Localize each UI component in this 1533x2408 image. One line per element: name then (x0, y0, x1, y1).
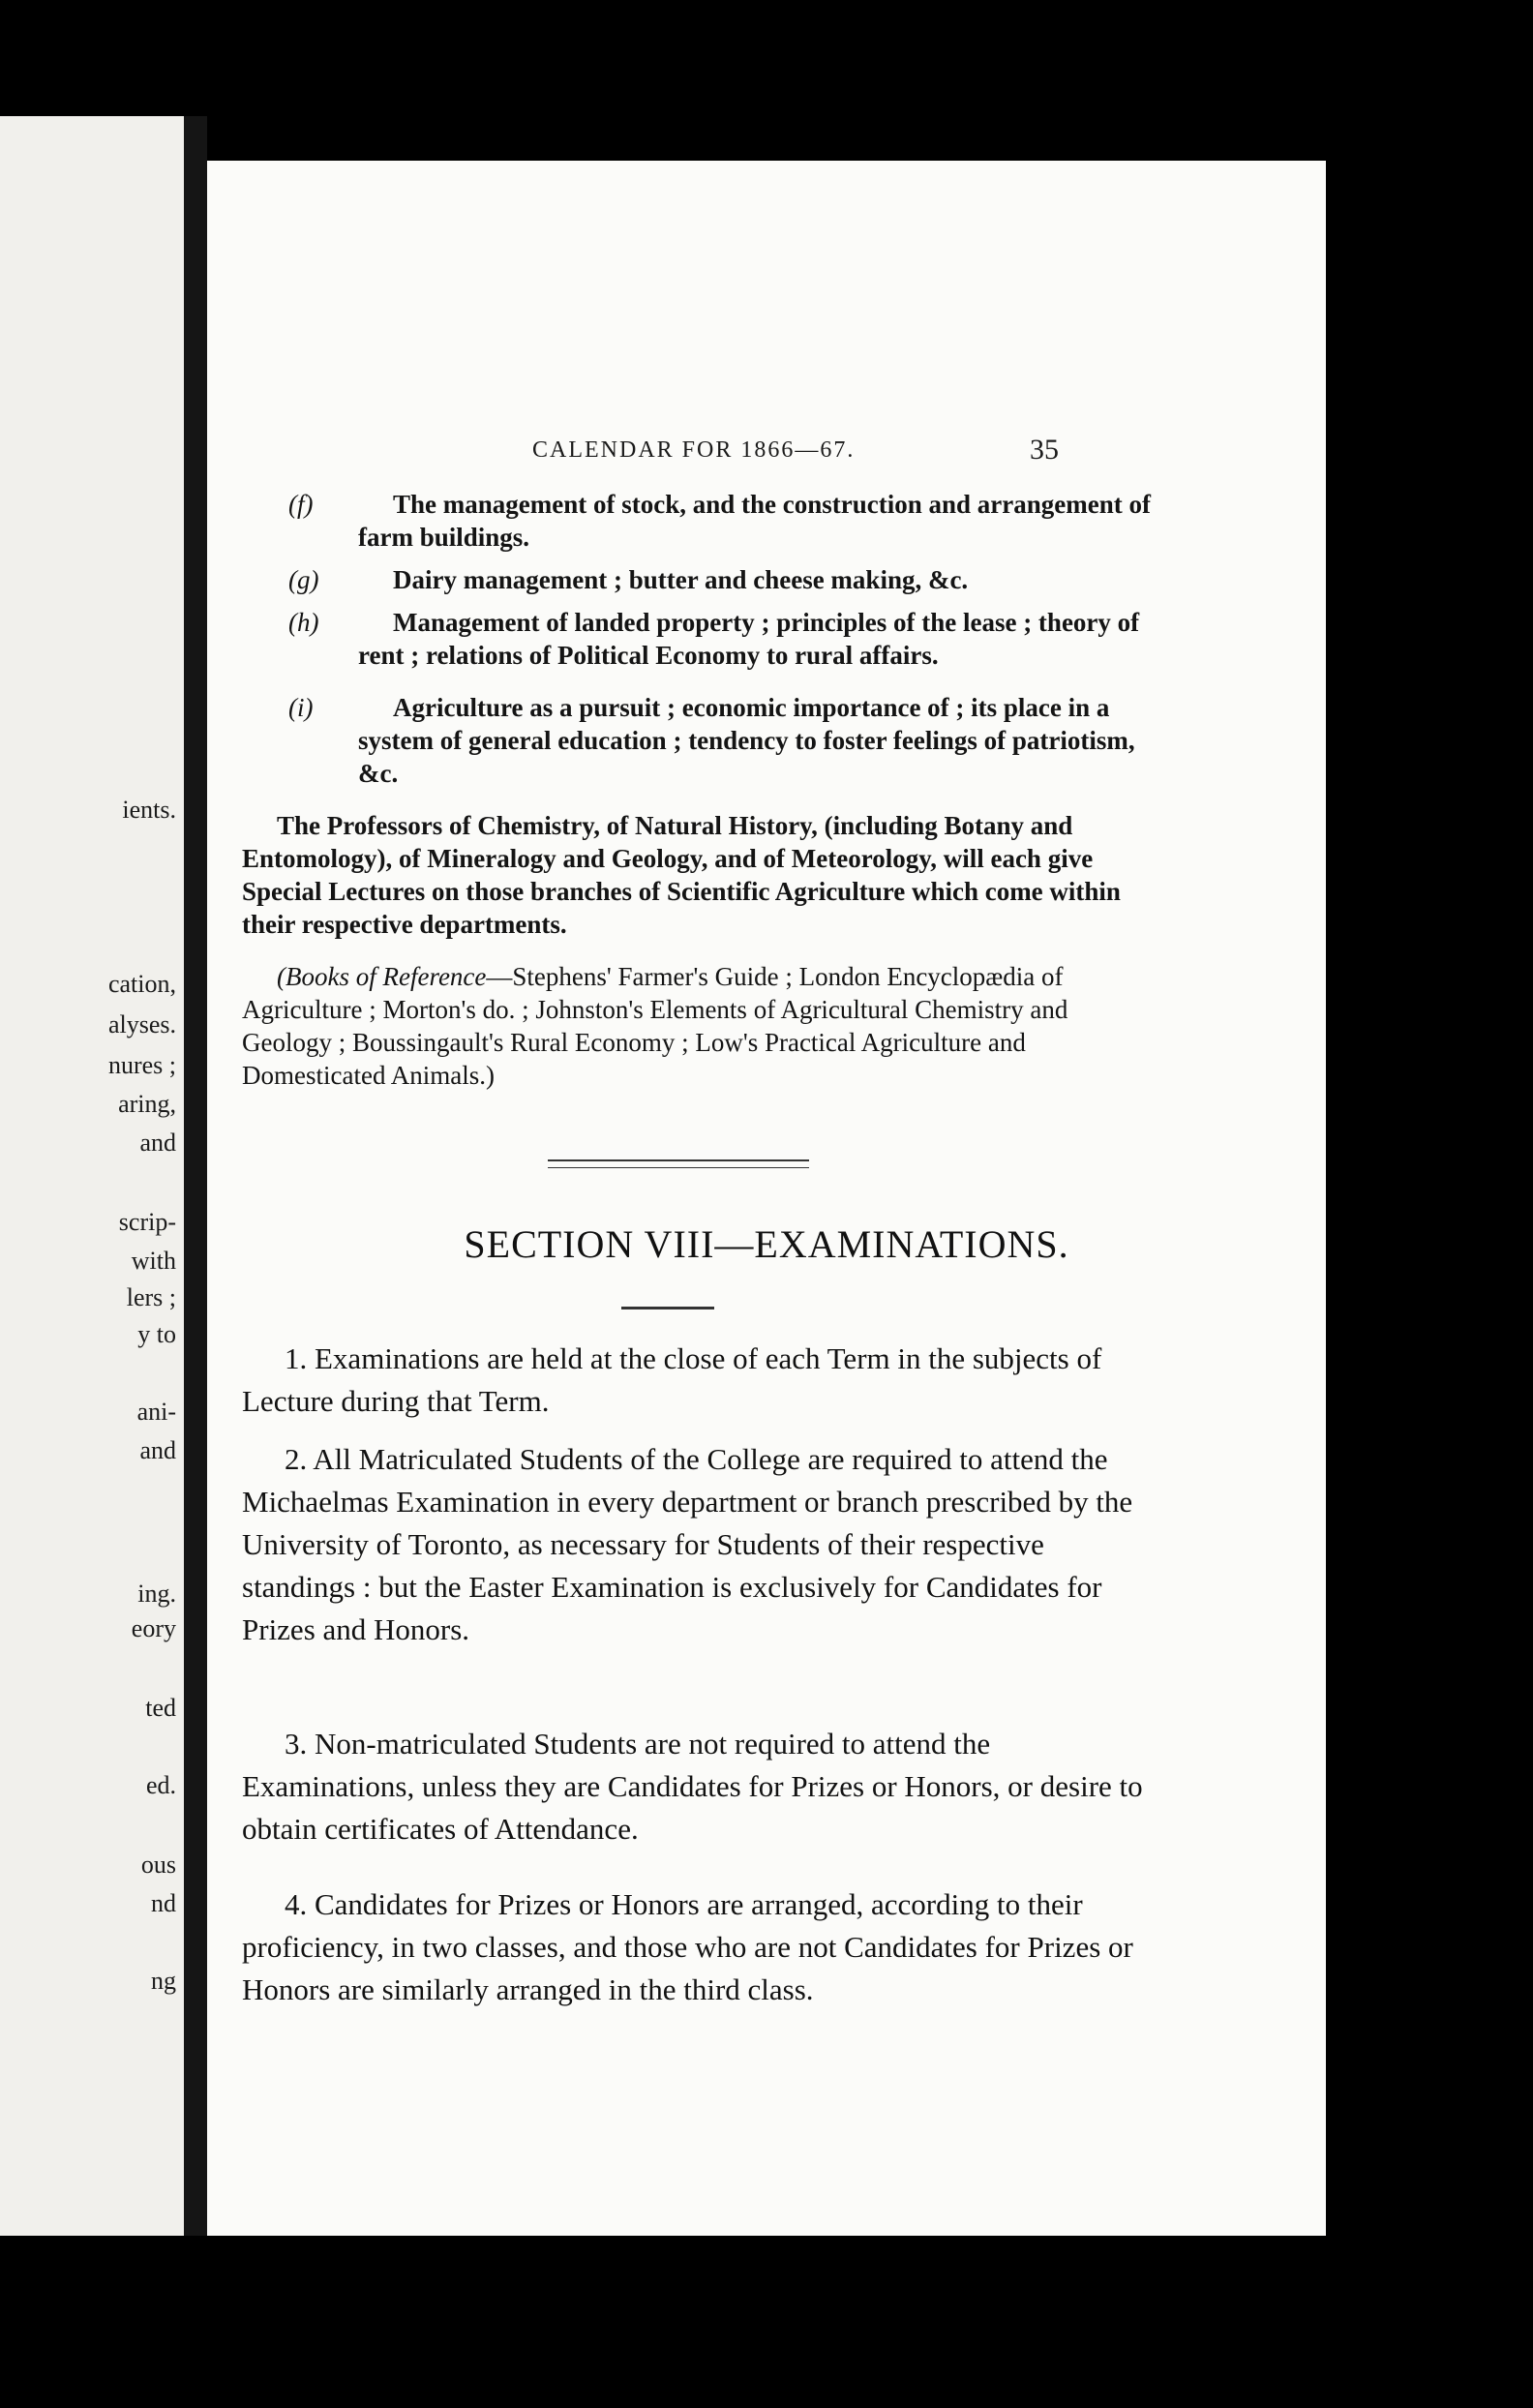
section-heading: SECTION VIII—EXAMINATIONS. (464, 1222, 1069, 1266)
facing-page-fragment: ed. (145, 1771, 176, 1799)
item-text: Management of landed property ; principles of the lease ; theory of rent ; relations of Political Economy to rural affairs. (358, 608, 1140, 670)
facing-page-fragment: cation, (107, 970, 176, 998)
list-item (288, 691, 1159, 790)
exam-paragraph: 3. Non-matriculated Students are not required to attend the Examinations, unless they are Candidates for Prizes or Honors, or desire to obtain certificates of Attendance. (242, 1727, 1143, 1846)
reference-label: (Books of Reference (277, 962, 487, 991)
list-item (288, 563, 1159, 596)
item-marker: (f) (288, 490, 314, 519)
facing-page-fragment: y to (137, 1320, 176, 1348)
facing-page-fragment: nd (151, 1889, 176, 1917)
facing-page-fragment: ng (151, 1967, 176, 1995)
running-title: CALENDAR FOR 1866—67. (532, 437, 856, 463)
facing-page-fragment: ients. (122, 796, 176, 824)
facing-page-fragment: aring, (118, 1090, 176, 1118)
ornamental-rule (548, 1159, 809, 1161)
list-item (288, 606, 1159, 672)
item-text: The management of stock, and the construction and arrangement of farm buildings. (358, 490, 1151, 552)
item-text: Dairy management ; butter and cheese making, &c. (393, 565, 969, 594)
exam-paragraph: 4. Candidates for Prizes or Honors are arranged, according to their proficiency, in two classes, and those who are not Candidates for Prizes or Honors are similarly arranged in the third class. (242, 1887, 1133, 2006)
page-number: 35 (1030, 434, 1059, 466)
facing-page-fragment: eory (131, 1614, 176, 1642)
exam-paragraph: 1. Examinations are held at the close of each Term in the subjects of Lecture during that Term. (242, 1341, 1102, 1418)
heading-rule (621, 1307, 714, 1309)
facing-page-fragment: ted (145, 1694, 176, 1722)
exam-paragraph: 2. All Matriculated Students of the College are required to attend the Michaelmas Examination in every department or branch prescribed by the University of Toronto, as necessary for Students of their respective standings : but the Easter Examination is exclusively for Candidates for Prizes and Honors. (242, 1442, 1133, 1646)
facing-page-fragment: scrip- (118, 1208, 176, 1236)
item-marker: (i) (288, 693, 314, 722)
item-marker: (h) (288, 608, 319, 637)
books-of-reference (242, 960, 1146, 1092)
page-header (207, 434, 1326, 476)
facing-page-fragment: ani- (136, 1398, 176, 1426)
book-page (207, 161, 1326, 2236)
item-text: Agriculture as a pursuit ; economic importance of ; its place in a system of general education ; tendency to foster feelings of patriotism, &c. (358, 693, 1135, 788)
item-marker: (g) (288, 565, 319, 594)
book-gutter (184, 116, 207, 2236)
list-item (288, 488, 1159, 554)
professors-paragraph: The Professors of Chemistry, of Natural History, (including Botany and Entomology), of Mineralogy and Geology, and of Meteorology, will each give Special Lectures on those branches of Scientific Agriculture which come within their respective departments. (242, 811, 1121, 939)
facing-page-fragment: ing. (137, 1580, 176, 1608)
facing-page-fragment: with (131, 1247, 176, 1275)
facing-page-fragment: nures ; (107, 1051, 176, 1079)
ornamental-rule (548, 1167, 809, 1168)
facing-page-fragment: and (139, 1129, 176, 1157)
reference-text: —Stephens' Farmer's Guide ; London Encyclopædia of Agriculture ; Morton's do. ; Johnston's Elements of Agricultural Chemistry and Geology ; Boussingault's Rural Economy ; Low's Practical Agriculture and Domesticated Animals.) (242, 962, 1068, 1090)
facing-page-fragment: and (139, 1436, 176, 1464)
facing-page-fragment: ous (140, 1851, 176, 1879)
facing-page-fragment: alyses. (107, 1010, 176, 1038)
facing-page (0, 116, 184, 2236)
facing-page-fragment: lers ; (126, 1283, 176, 1311)
